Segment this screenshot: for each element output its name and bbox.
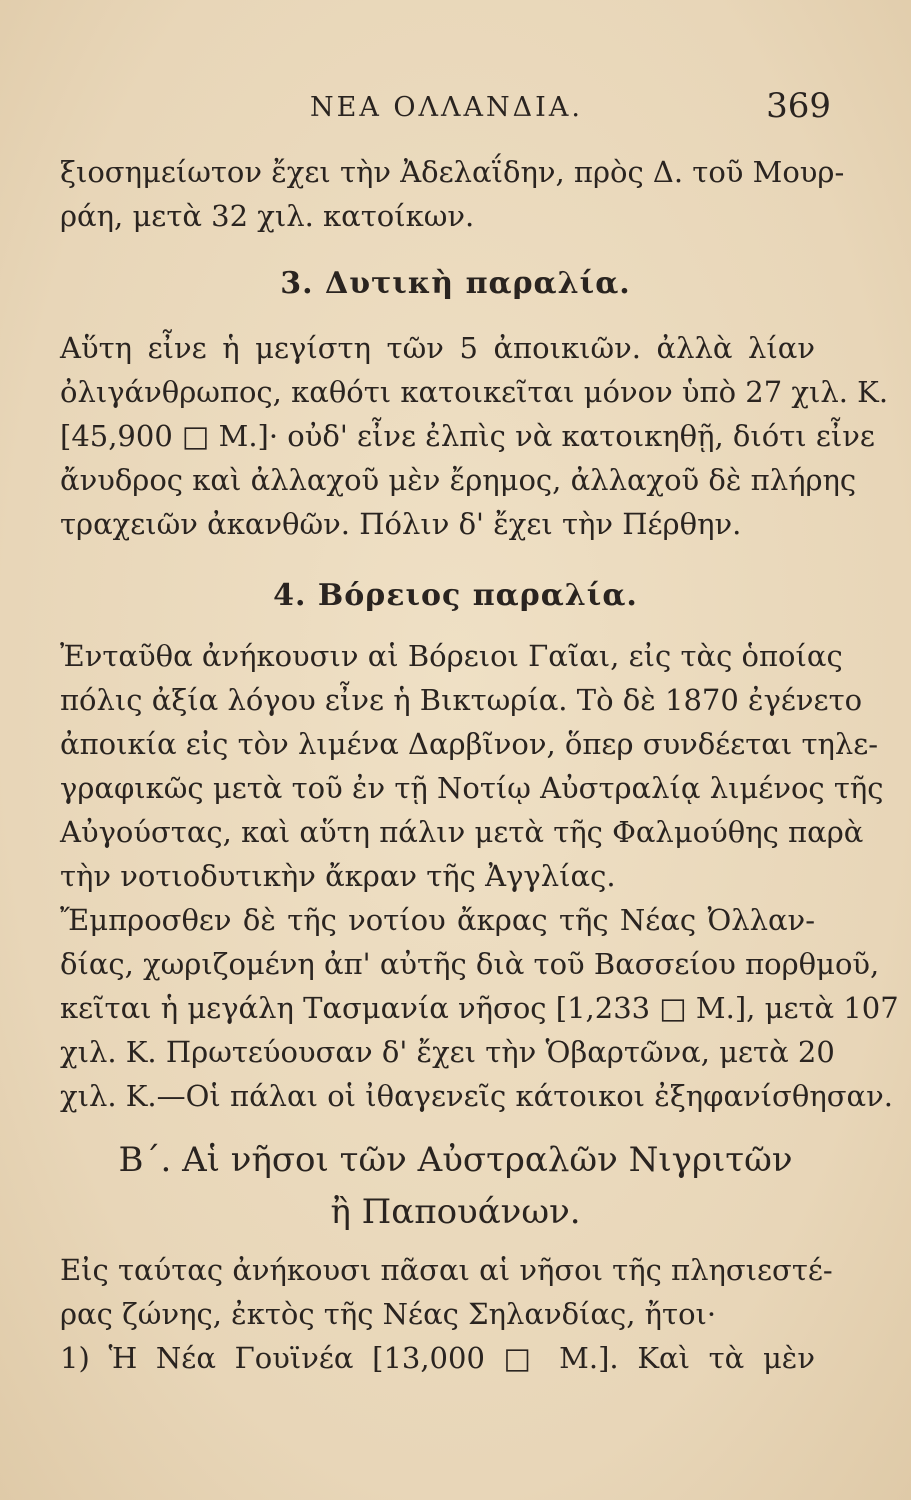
text-line: Αὐγούστας, καὶ αὕτη πάλιν μετὰ τῆς Φαλμούθης παρὰ	[60, 815, 864, 849]
section-title-line-1: Β΄. Αἱ νῆσοι τῶν Αὐστραλῶν Νιγριτῶν	[118, 1140, 793, 1180]
text-line: Αὕτη εἶνε ἡ μεγίστη τῶν 5 ἀποικιῶν. ἀλλὰ λίαν	[60, 331, 815, 365]
running-title: ΝΕΑ ΟΛΛΑΝΔΙΑ.	[310, 92, 583, 123]
text-line: Εἰς ταύτας ἀνήκουσι πᾶσαι αἱ νῆσοι τῆς πλησιεστέ-	[60, 1253, 833, 1287]
section-heading-north-coast: 4. Βόρειος παραλία.	[273, 578, 638, 613]
west-coast-paragraph	[60, 326, 889, 546]
text-line: χιλ. Κ. Πρωτεύουσαν δ' ἔχει τὴν Ὁβαρτῶνα, μετὰ 20	[60, 1035, 835, 1069]
section-title-line-2: ἢ Παπουάνων.	[330, 1192, 581, 1232]
page-number: 369	[766, 86, 831, 126]
north-coast-paragraph	[60, 634, 884, 898]
text-line: Ἐνταῦθα ἀνήκουσιν αἱ Βόρειοι Γαῖαι, εἰς τὰς ὁποίας	[60, 639, 843, 673]
text-line: Ἔμπροσθεν δὲ τῆς νοτίου ἄκρας τῆς Νέας Ὀλλαν-	[60, 903, 815, 937]
text-line: γραφικῶς μετὰ τοῦ ἐν τῇ Νοτίῳ Αὐστραλίᾳ λιμένος τῆς	[60, 771, 884, 805]
text-line: [45,900 □ Μ.]· οὐδ' εἶνε ἐλπὶς νὰ κατοικηθῇ, διότι εἶνε	[60, 419, 875, 453]
papuan-paragraph	[60, 1248, 833, 1380]
text-line: κεῖται ἡ μεγάλη Τασμανία νῆσος [1,233 □ Μ.], μετὰ 107	[60, 991, 899, 1025]
text-line: ξιοσημείωτον ἔχει τὴν Ἀδελαΐδην, πρὸς Δ. τοῦ Μουρ-	[60, 155, 845, 189]
text-line: ἄνυδρος καὶ ἀλλαχοῦ μὲν ἔρημος, ἀλλαχοῦ δὲ πλήρης	[60, 463, 857, 497]
tasmania-paragraph	[60, 898, 899, 1118]
text-line: πόλις ἀξία λόγου εἶνε ἡ Βικτωρία. Τὸ δὲ 1870 ἐγένετο	[60, 683, 863, 717]
text-line: τὴν νοτιοδυτικὴν ἄκραν τῆς Ἀγγλίας.	[60, 859, 616, 893]
section-heading-west-coast: 3. Δυτικὴ παραλία.	[280, 266, 631, 301]
text-line: χιλ. Κ.—Οἱ πάλαι οἱ ἰθαγενεῖς κάτοικοι ἐξηφανίσθησαν.	[60, 1079, 893, 1113]
text-line: ρας ζώνης, ἐκτὸς τῆς Νέας Σηλανδίας, ἤτοι·	[60, 1297, 717, 1331]
text-line: δίας, χωριζομένη ἀπ' αὐτῆς διὰ τοῦ Βασσείου πορθμοῦ,	[60, 947, 880, 981]
intro-paragraph	[60, 150, 845, 238]
text-line: ράη, μετὰ 32 χιλ. κατοίκων.	[60, 199, 475, 233]
text-line: 1) Ἡ Νέα Γουϊνέα [13,000 □ Μ.]. Καὶ τὰ μὲν	[60, 1341, 815, 1375]
text-line: τραχειῶν ἀκανθῶν. Πόλιν δ' ἔχει τὴν Πέρθην.	[60, 507, 742, 541]
page-header	[60, 86, 831, 132]
text-line: ὀλιγάνθρωπος, καθότι κατοικεῖται μόνον ὑπὸ 27 χιλ. Κ.	[60, 375, 889, 409]
text-line: ἀποικία εἰς τὸν λιμένα Δαρβῖνον, ὅπερ συνδέεται τηλε-	[60, 727, 879, 761]
